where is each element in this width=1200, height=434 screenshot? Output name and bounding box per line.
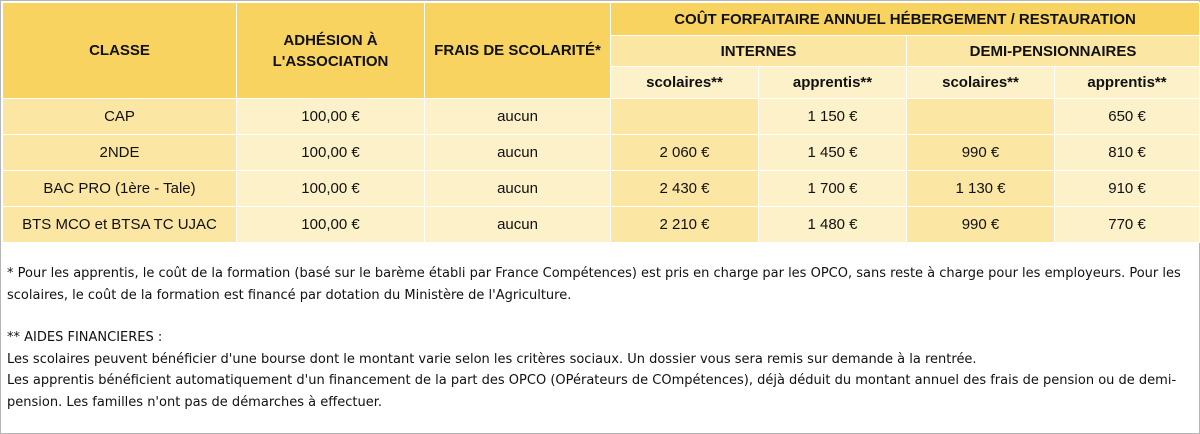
cell-adhesion: 100,00 € <box>237 171 425 207</box>
cell-internes-scolaires: 2 060 € <box>611 135 759 171</box>
header-classe: CLASSE <box>3 3 237 99</box>
header-frais <box>425 3 611 99</box>
cell-demi-scolaires: 990 € <box>907 207 1055 243</box>
cell-internes-scolaires: 2 210 € <box>611 207 759 243</box>
header-internes-scolaires: scolaires** <box>611 67 759 99</box>
header-demi-pensionnaires: DEMI-PENSIONNAIRES <box>907 36 1200 67</box>
cell-internes-apprentis: 1 480 € <box>759 207 907 243</box>
tarifs-table <box>2 2 1200 243</box>
cell-classe: 2NDE <box>3 135 237 171</box>
cell-internes-apprentis: 1 450 € <box>759 135 907 171</box>
cell-frais: aucun <box>425 99 611 135</box>
cell-internes-apprentis: 1 700 € <box>759 171 907 207</box>
header-adhesion-text: ADHÉSION À L'ASSOCIATION <box>272 31 389 70</box>
cell-demi-scolaires <box>907 99 1055 135</box>
cell-frais: aucun <box>425 135 611 171</box>
notes-section <box>7 263 1192 413</box>
note-aides-apprentis: Les apprentis bénéficient automatiquement d'un financement de la part des OPCO (OPérateurs de COmpétences), déjà déduit du montant annuel des frais de pension ou de demi-pension. Les familles n'ont pas de démarches à effectuer. <box>7 373 1177 410</box>
header-frais-text: FRAIS DE SCOLARITÉ* <box>434 42 601 59</box>
cell-demi-apprentis: 770 € <box>1055 207 1200 243</box>
cell-classe: BTS MCO et BTSA TC UJAC <box>3 207 237 243</box>
table-row <box>3 171 1200 207</box>
cell-adhesion: 100,00 € <box>237 207 425 243</box>
note-frais-scolarite: * Pour les apprentis, le coût de la formation (basé sur le barème établi par France Compétences) est pris en charge par les OPCO, sans reste à charge pour les employeurs. Pour les scolaires, le coût de la formation est financé par dotation du Ministère de l'Agriculture. <box>7 266 1181 303</box>
header-demi-apprentis: apprentis** <box>1055 67 1200 99</box>
table-row <box>3 99 1200 135</box>
cell-demi-scolaires: 990 € <box>907 135 1055 171</box>
cell-frais: aucun <box>425 171 611 207</box>
header-internes-apprentis: apprentis** <box>759 67 907 99</box>
cell-internes-scolaires: 2 430 € <box>611 171 759 207</box>
table-row <box>3 207 1200 243</box>
header-demi-scolaires: scolaires** <box>907 67 1055 99</box>
cell-classe: CAP <box>3 99 237 135</box>
header-row-1 <box>3 3 1200 36</box>
note-aides-title: ** AIDES FINANCIERES : <box>7 330 163 345</box>
header-cout: COÛT FORFAITAIRE ANNUEL HÉBERGEMENT / RESTAURATION <box>611 3 1200 36</box>
cell-demi-apprentis: 910 € <box>1055 171 1200 207</box>
note-aides-scolaires: Les scolaires peuvent bénéficier d'une bourse dont le montant varie selon les critères sociaux. Un dossier vous sera remis sur demande à la rentrée. <box>7 351 977 367</box>
cell-demi-apprentis: 810 € <box>1055 135 1200 171</box>
cell-internes-scolaires <box>611 99 759 135</box>
cell-adhesion: 100,00 € <box>237 99 425 135</box>
notes-spacer <box>7 306 1192 327</box>
cell-adhesion: 100,00 € <box>237 135 425 171</box>
header-internes: INTERNES <box>611 36 907 67</box>
cell-frais: aucun <box>425 207 611 243</box>
header-adhesion <box>237 3 425 99</box>
cell-classe: BAC PRO (1ère - Tale) <box>3 171 237 207</box>
table-row <box>3 135 1200 171</box>
cell-demi-apprentis: 650 € <box>1055 99 1200 135</box>
cell-internes-apprentis: 1 150 € <box>759 99 907 135</box>
cell-demi-scolaires: 1 130 € <box>907 171 1055 207</box>
